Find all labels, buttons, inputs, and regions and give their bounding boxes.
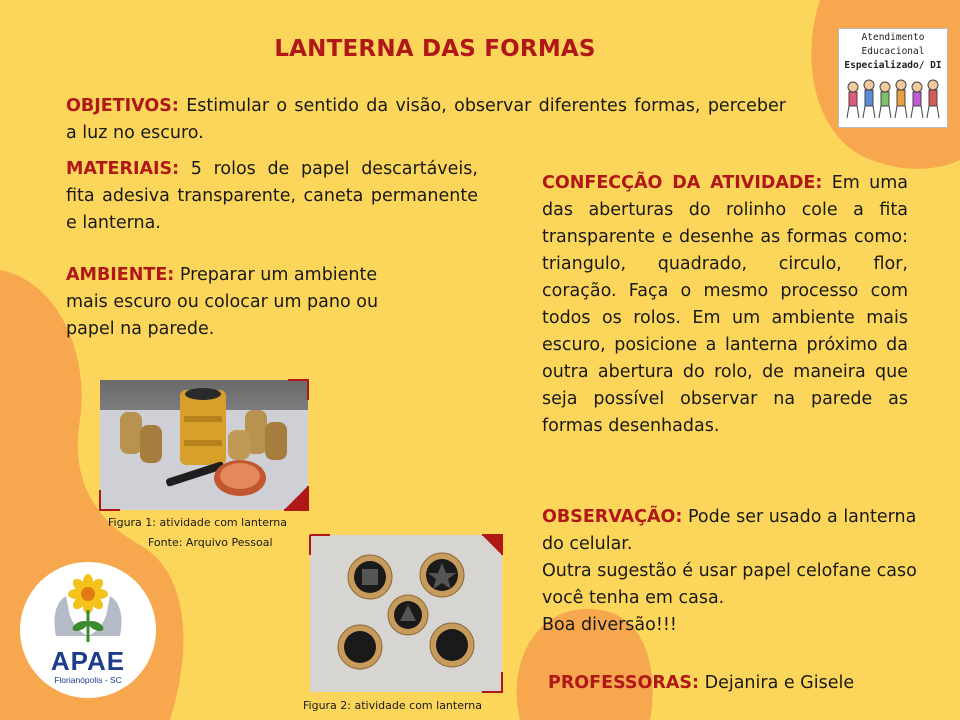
environment-paragraph [66, 262, 418, 343]
objectives-text: Estimular o sentido da visão, observar diferentes formas, perceber a luz no escuro. [66, 96, 786, 143]
observation-line-1 [542, 504, 922, 558]
figure-2-caption: Figura 2: atividade com lanterna [303, 699, 483, 712]
teachers-label: PROFESSORAS: [548, 673, 700, 693]
badge-line-2: Educacional [861, 46, 925, 57]
preparation-paragraph [542, 170, 908, 440]
observation-text-1: Pode ser usado a lanterna do celular. [542, 507, 917, 554]
materials-text: 5 rolos de papel descartáveis, fita adesiva transparente, caneta permanente e lanterna. [66, 159, 478, 233]
objectives-paragraph [66, 93, 786, 147]
preparation-label: CONFECÇÃO DA ATIVIDADE: [542, 173, 823, 193]
figure-1-frame-corner [96, 376, 312, 514]
materials-paragraph [66, 156, 478, 237]
teachers-names: Dejanira e Gisele [704, 673, 855, 693]
figure-1-source: Fonte: Arquivo Pessoal [148, 536, 273, 549]
observation-text-3: Boa diversão!!! [542, 615, 677, 635]
apae-logo [20, 562, 156, 698]
preparation-text: Em uma das aberturas do rolinho cole a fita transparente e desenhe as formas como: triangulo, quadrado, circulo, flor, coração. Faça o mesmo processo com todos os rolos. Em um ambiente mais escuro, posicione a lanterna próximo da outra abertura do rolo, de maneira que seja possível observar na parede as formas desenhadas. [542, 173, 909, 436]
materials-label: MATERIAIS: [66, 159, 180, 179]
aee-badge [838, 28, 948, 128]
observation-block [542, 504, 928, 639]
teachers-line [548, 670, 928, 697]
figure-1-caption: Figura 1: atividade com lanterna [108, 516, 288, 529]
badge-text [839, 31, 947, 73]
logo-subtitle: Florianópolis - SC [54, 675, 122, 685]
children-drawing-icon [843, 75, 943, 125]
environment-label: AMBIENTE: [66, 265, 175, 285]
badge-line-1: Atendimento [861, 32, 925, 43]
objectives-label: OBJETIVOS: [66, 96, 179, 116]
logo-name: APAE [50, 646, 126, 676]
environment-text: Preparar um ambiente mais escuro ou colocar um pano ou papel na parede. [66, 265, 379, 339]
observation-text-2: Outra sugestão é usar papel celofane caso você tenha em casa. [542, 561, 928, 608]
observation-label: OBSERVAÇÃO: [542, 507, 683, 527]
figure-2-frame-corner [306, 531, 506, 696]
page-title: LANTERNA DAS FORMAS [274, 36, 596, 62]
flower-hands-icon [48, 572, 128, 646]
badge-line-3: Especializado/ DI [844, 60, 942, 71]
